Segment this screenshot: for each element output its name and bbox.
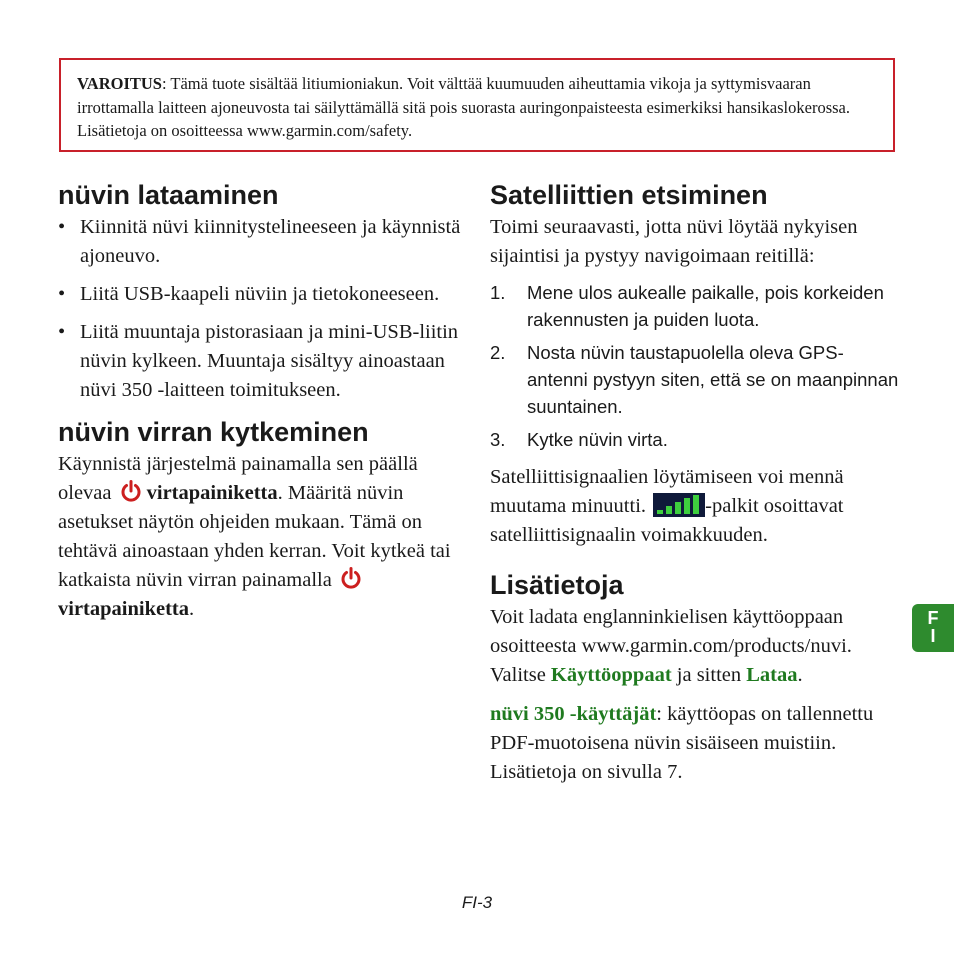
satellites-steps xyxy=(490,279,900,453)
info-paragraph: Voit ladata englanninkielisen käyttöoppaan osoitteesta www.garmin.com/products/nuvi. Valitse Käyttöoppaat ja sitten Lataa. xyxy=(490,606,852,686)
list-item: • Liitä USB-kaapeli nüviin ja tietokoneeseen. xyxy=(58,280,468,309)
manuals-link[interactable]: Käyttöoppaat xyxy=(550,664,672,686)
right-column xyxy=(490,180,900,787)
warning-label: VAROITUS xyxy=(77,74,162,93)
warning-box xyxy=(59,58,895,152)
satellites-intro: Toimi seuraavasti, jotta nüvi löytää nykyisen sijaintisi ja pystyy navigoimaan reitillä: xyxy=(490,216,858,267)
power-paragraph: Käynnistä järjestelmä painamalla sen päällä olevaa virtapainiketta. Määritä nüvin asetukset näytön ohjeiden mukaan. Tämä on tehtävä ainoastaan yhden kerran. Voit kytkeä tai katkaista nüvin virran painamalla virtapainiketta. xyxy=(58,453,451,620)
language-tab: F I xyxy=(912,604,954,652)
list-item: • Liitä muuntaja pistorasiaan ja mini-USB-liitin nüvin kylkeen. Muuntaja sisältyy ainoastaan nüvi 350 -laitteen toimitukseen. xyxy=(58,318,468,405)
power-button-name: virtapainiketta xyxy=(58,598,189,620)
power-icon xyxy=(339,566,363,590)
users-paragraph: nüvi 350 -käyttäjät: käyttöopas on tallennettu PDF-muotoisena nüvin sisäiseen muistiin. Lisätietoja on sivulla 7. xyxy=(490,703,874,783)
signal-strength-icon xyxy=(653,493,705,517)
charging-list xyxy=(58,213,468,405)
page-number: FI-3 xyxy=(461,893,493,912)
list-item: 1. Mene ulos aukealle paikalle, pois korkeiden rakennusten ja puiden luota. xyxy=(490,282,884,330)
download-link[interactable]: Lataa xyxy=(746,664,798,686)
power-icon xyxy=(119,479,143,503)
users-label: nüvi 350 -käyttäjät xyxy=(490,703,657,725)
list-item: • Kiinnitä nüvi kiinnitystelineeseen ja käynnistä ajoneuvo. xyxy=(58,213,468,271)
info-heading: Lisätietoja xyxy=(490,570,624,600)
signal-paragraph: Satelliittisignaalien löytämiseen voi mennä muutama minuutti. -palkit osoittavat satelliittisignaalin voimakkuuden. xyxy=(490,466,844,546)
list-item: 2. Nosta nüvin taustapuolella oleva GPS-antenni pystyyn siten, että se on maanpinnan suuntainen. xyxy=(490,342,899,417)
power-heading: nüvin virran kytkeminen xyxy=(58,417,369,447)
power-button-name: virtapainiketta xyxy=(146,482,278,504)
warning-text: : Tämä tuote sisältää litiumioniakun. Voit välttää kuumuuden aiheuttamia vikoja ja syttymisvaaran irrottamalla laitteen ajoneuvosta tai säilyttämällä sitä pois suorasta auringonpaisteesta esimerkiksi hansikaslokerossa. Lisätietoja on osoitteessa www.garmin.com/safety. xyxy=(77,74,850,140)
satellites-heading: Satelliittien etsiminen xyxy=(490,180,768,210)
list-item: 3. Kytke nüvin virta. xyxy=(490,429,668,450)
charging-heading: nüvin lataaminen xyxy=(58,180,279,210)
left-column xyxy=(58,180,468,624)
